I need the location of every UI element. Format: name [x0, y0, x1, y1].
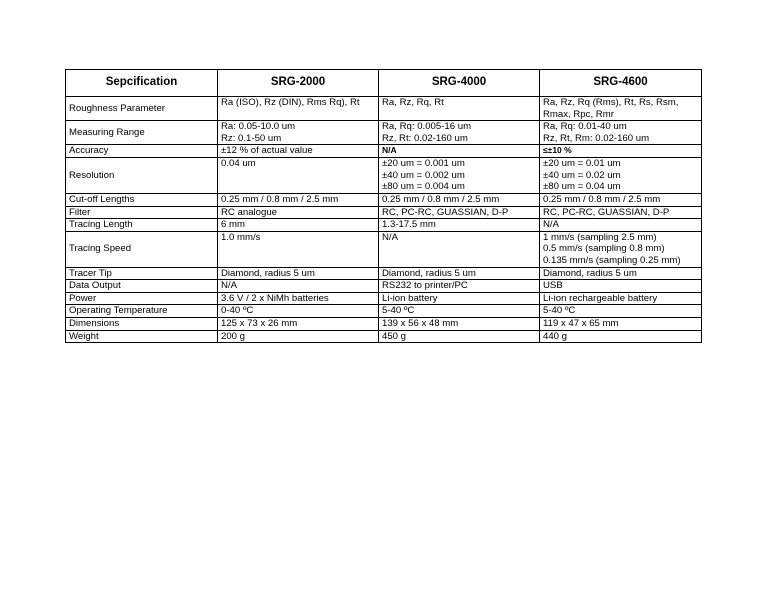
value-cell — [379, 267, 540, 280]
cell-text: N/A — [221, 280, 237, 292]
parameter-cell: Data Output — [66, 280, 218, 293]
value-cell — [540, 97, 702, 121]
value-cell — [218, 121, 379, 145]
parameter-cell: Tracing Speed — [66, 231, 218, 267]
table-row — [66, 267, 702, 280]
cell-text: Rz, Rt: 0.02-160 um — [382, 132, 468, 144]
table-row — [66, 305, 702, 318]
parameter-cell: Power — [66, 292, 218, 305]
cell-text: Diamond, radius 5 um — [543, 267, 637, 279]
cell-text: RS232 to printer/PC — [382, 280, 468, 292]
value-cell — [540, 330, 702, 343]
parameter-cell: Accuracy — [66, 145, 218, 158]
value-cell — [540, 267, 702, 280]
cell-text: 5-40 ºC — [382, 305, 415, 317]
cell-text: ≤±10 % — [543, 145, 572, 156]
value-cell — [379, 219, 540, 232]
cell-text: N/A — [382, 145, 397, 156]
value-cell — [540, 292, 702, 305]
cell-text: ±40 um = 0.02 um — [543, 169, 621, 181]
table-row — [66, 193, 702, 206]
parameter-cell: Tracer Tip — [66, 267, 218, 280]
table-row — [66, 157, 702, 193]
cell-text: Ra, Rz, Rq, Rt — [382, 97, 444, 108]
cell-text: RC analogue — [221, 206, 278, 218]
value-cell — [218, 231, 379, 267]
value-cell — [379, 145, 540, 158]
value-cell — [218, 330, 379, 343]
value-cell — [218, 219, 379, 232]
cell-text: 0.5 mm/s (sampling 0.8 mm) — [543, 243, 665, 255]
cell-text: Diamond, radius 5 um — [382, 267, 476, 279]
parameter-cell: Filter — [66, 206, 218, 219]
table-row — [66, 219, 702, 232]
parameter-cell: Weight — [66, 330, 218, 343]
header-srg-4600: SRG-4600 — [540, 70, 702, 97]
cell-text: Rmax, Rpc, Rmr — [543, 108, 614, 120]
header-srg-4000: SRG-4000 — [379, 70, 540, 97]
cell-text: ±80 um = 0.04 um — [543, 181, 621, 193]
value-cell — [540, 219, 702, 232]
value-cell — [218, 305, 379, 318]
cell-text: ±20 um = 0.001 um — [382, 157, 465, 169]
cell-text: 1 mm/s (sampling 2.5 mm) — [543, 231, 657, 243]
cell-text: Rz, Rt, Rm: 0.02-160 um — [543, 132, 650, 144]
cell-text: 0.25 mm / 0.8 mm / 2.5 mm — [221, 193, 339, 205]
cell-text: 0.135 mm/s (sampling 0.25 mm) — [543, 254, 681, 266]
cell-text: ±80 um = 0.004 um — [382, 181, 465, 193]
value-cell — [379, 330, 540, 343]
value-cell — [379, 280, 540, 293]
cell-text: Ra, Rq: 0.01-40 um — [543, 121, 627, 133]
value-cell — [540, 145, 702, 158]
value-cell — [218, 280, 379, 293]
value-cell — [379, 292, 540, 305]
parameter-cell: Dimensions — [66, 317, 218, 330]
cell-text: 139 x 56 x 48 mm — [382, 317, 459, 329]
cell-text: 0-40 ºC — [221, 305, 254, 317]
parameter-cell: Operating Temperature — [66, 305, 218, 318]
value-cell — [540, 193, 702, 206]
value-cell — [218, 206, 379, 219]
value-cell — [379, 193, 540, 206]
value-cell — [218, 145, 379, 158]
parameter-cell: Tracing Length — [66, 219, 218, 232]
value-cell — [379, 305, 540, 318]
parameter-cell: Measuring Range — [66, 121, 218, 145]
value-cell — [218, 193, 379, 206]
cell-text: USB — [543, 280, 563, 292]
value-cell — [218, 157, 379, 193]
cell-text: ±20 um = 0.01 um — [543, 157, 621, 169]
cell-text: Rz: 0.1-50 um — [221, 132, 282, 144]
value-cell — [540, 206, 702, 219]
cell-text: 1.3-17.5 mm — [382, 219, 436, 231]
cell-text: Ra (ISO), Rz (DIN), Rms Rq), Rt — [221, 97, 360, 108]
table-row — [66, 317, 702, 330]
value-cell — [540, 305, 702, 318]
table-row — [66, 121, 702, 145]
value-cell — [379, 121, 540, 145]
value-cell — [540, 280, 702, 293]
value-cell — [379, 157, 540, 193]
table-row — [66, 231, 702, 267]
cell-text: Li-ion rechargeable battery — [543, 292, 658, 304]
value-cell — [540, 317, 702, 330]
table-row — [66, 97, 702, 121]
value-cell — [218, 267, 379, 280]
table-row — [66, 145, 702, 158]
table-row — [66, 330, 702, 343]
value-cell — [540, 157, 702, 193]
value-cell — [218, 97, 379, 121]
specification-table — [65, 69, 702, 343]
cell-text: 0.25 mm / 0.8 mm / 2.5 mm — [382, 193, 500, 205]
cell-text: 119 x 47 x 65 mm — [543, 317, 619, 329]
cell-text: Diamond, radius 5 um — [221, 267, 315, 279]
table-row — [66, 292, 702, 305]
value-cell — [540, 231, 702, 267]
value-cell — [379, 97, 540, 121]
cell-text: 6 mm — [221, 219, 245, 231]
value-cell — [379, 206, 540, 219]
cell-text: 200 g — [221, 330, 246, 342]
header-specification: Sepcification — [66, 70, 218, 97]
cell-text: ±40 um = 0.002 um — [382, 169, 465, 181]
cell-text: Li-ion battery — [382, 292, 438, 304]
table-row — [66, 280, 702, 293]
cell-text: 5-40 ºC — [543, 305, 576, 317]
cell-text: 3.6 V / 2 x NiMh batteries — [221, 292, 329, 304]
parameter-cell: Roughness Parameter — [66, 97, 218, 121]
value-cell — [379, 231, 540, 267]
cell-text: N/A — [382, 231, 398, 243]
value-cell — [540, 121, 702, 145]
cell-text: 1.0 mm/s — [221, 231, 261, 243]
cell-text: 125 x 73 x 26 mm — [221, 317, 298, 329]
cell-text: RC, PC-RC, GUASSIAN, D-P — [382, 206, 509, 218]
table-row — [66, 206, 702, 219]
parameter-cell: Cut-off Lengths — [66, 193, 218, 206]
cell-text: Ra: 0.05-10.0 um — [221, 121, 296, 133]
cell-text: Ra, Rz, Rq (Rms), Rt, Rs, Rsm, — [543, 97, 679, 108]
header-srg-2000: SRG-2000 — [218, 70, 379, 97]
cell-text: Ra, Rq: 0.005-16 um — [382, 121, 472, 133]
cell-text: ±12 % of actual value — [221, 145, 313, 157]
value-cell — [218, 317, 379, 330]
cell-text: 440 g — [543, 330, 568, 342]
cell-text: N/A — [543, 219, 559, 231]
parameter-cell: Resolution — [66, 157, 218, 193]
value-cell — [218, 292, 379, 305]
header-row — [66, 70, 702, 97]
cell-text: RC, PC-RC, GUASSIAN, D-P — [543, 206, 670, 218]
cell-text: 0.04 um — [221, 157, 256, 169]
value-cell — [379, 317, 540, 330]
cell-text: 0.25 mm / 0.8 mm / 2.5 mm — [543, 193, 661, 205]
cell-text: 450 g — [382, 330, 407, 342]
